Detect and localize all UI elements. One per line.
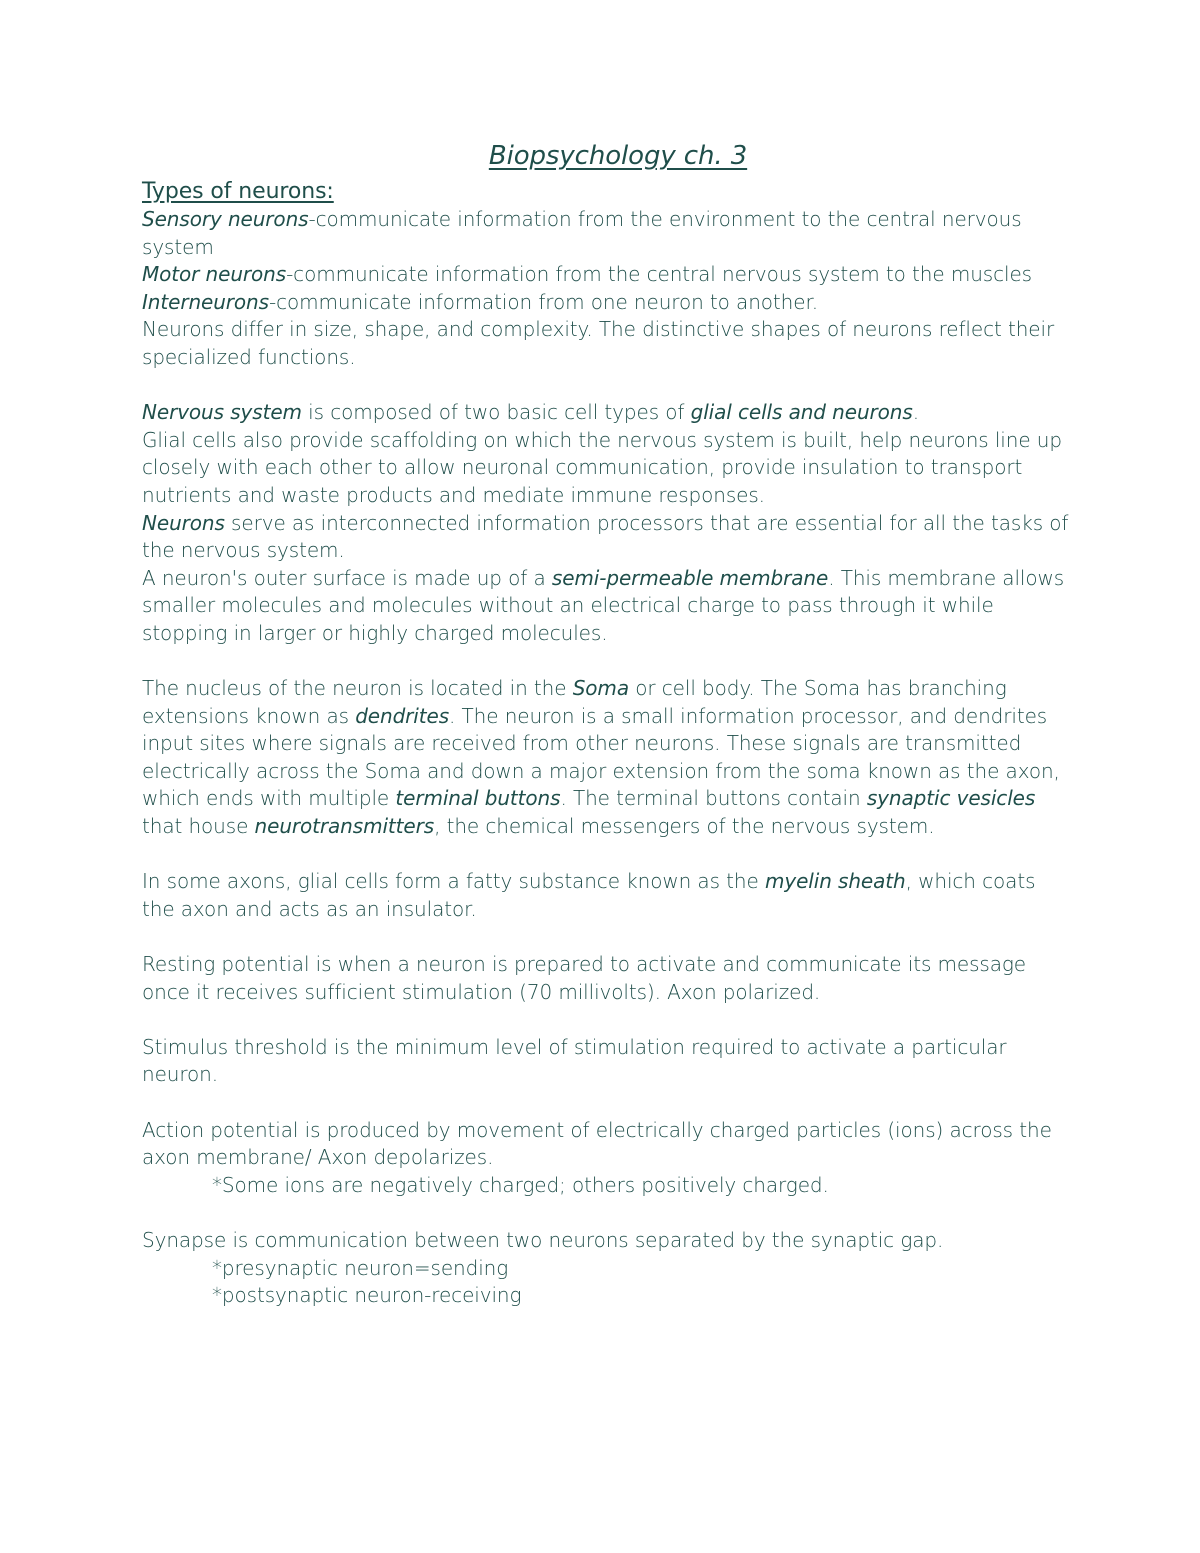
term: dendrites (355, 703, 450, 728)
paragraph-soma (142, 675, 1072, 841)
paragraph-resting-potential: Resting potential is when a neuron is prepared to activate and communicate its message once it receives sufficient stimulation (70 millivolts). Axon polarized. (142, 952, 1027, 1004)
text: A neuron's outer surface is made up of a (142, 565, 552, 590)
definition: -communicate information from one neuron to another. (268, 289, 818, 314)
term: Sensory neurons (142, 207, 309, 231)
neuron-type-motor (142, 261, 1072, 289)
paragraph-action-potential: Action potential is produced by movement of electrically charged particles (ions) across the axon membrane/ Axon depolarizes. (142, 1117, 1052, 1170)
definition: -communicate information from the environment to the central nervous system (142, 207, 1022, 259)
term: Neurons (142, 510, 225, 535)
term: Motor neurons (142, 262, 287, 287)
paragraph-stimulus-threshold: Stimulus threshold is the minimum level of stimulation required to activate a particular neuron. (142, 1034, 1007, 1087)
paragraph-synapse: Synapse is communication between two neurons separated by the synaptic gap. (142, 1227, 944, 1252)
paragraph-glial-cells: Glial cells also provide scaffolding on which the nervous system is built, help neurons line up closely with each other to allow neuronal communication, provide insulation to transport nutrients and waste products and mediate immune responses. (142, 427, 1062, 507)
term: myelin sheath (764, 869, 906, 894)
text: In some axons, glial cells form a fatty substance known as the (142, 869, 765, 894)
note-ions: *Some ions are negatively charged; others positively charged. (212, 1172, 829, 1197)
section-heading: Types of neurons: (142, 179, 334, 204)
text: . The neuron is a small information processor, and dendrites input sites where signals are received from other neurons. These signals are transmitted electrically across the Soma and down a major extension from the soma known as the axon, which ends with multiple (142, 703, 1060, 811)
text: The nucleus of the neuron is located in the (142, 676, 573, 701)
paragraph-neurons-differ: Neurons differ in size, shape, and complexity. The distinctive shapes of neurons reflect their specialized functions. (142, 317, 1055, 369)
text: . (912, 400, 919, 425)
text: or cell body. The Soma has branching extensions known as (142, 676, 1007, 728)
text: serve as interconnected information processors that are essential for all the tasks of the nervous system. (142, 510, 1069, 563)
spacer (142, 841, 1072, 869)
term: glial cells and neurons (690, 400, 913, 425)
spacer (142, 372, 1072, 400)
spacer (142, 648, 1072, 676)
term: Soma (572, 676, 629, 701)
document-page (142, 138, 1072, 1310)
spacer (142, 1006, 1072, 1034)
note-presynaptic: *presynaptic neuron=sending (212, 1255, 509, 1280)
term: Interneurons (142, 289, 269, 314)
term: semi-permeable membrane (551, 565, 829, 590)
text: . The terminal buttons contain (560, 786, 867, 811)
term: terminal buttons (395, 786, 561, 811)
text: that house (142, 814, 255, 839)
term: synaptic vesicles (866, 786, 1036, 811)
term: neurotransmitters (254, 814, 435, 839)
definition: -communicate information from the central nervous system to the muscles (286, 262, 1032, 287)
text: is composed of two basic cell types of (301, 400, 691, 425)
paragraph-nervous-system (142, 399, 1072, 427)
paragraph-membrane (142, 565, 1072, 648)
paragraph-neurons (142, 510, 1072, 565)
spacer (142, 923, 1072, 951)
page-title: Biopsychology ch. 3 (488, 141, 748, 171)
neuron-type-inter (142, 289, 1072, 317)
text: , the chemical messengers of the nervous system. (434, 814, 935, 839)
text: . This membrane allows smaller molecules and molecules without an electrical charge to pass through it while stopping in larger or highly charged molecules. (142, 565, 1065, 645)
term: Nervous system (142, 400, 302, 425)
paragraph-myelin (142, 868, 1072, 923)
note-postsynaptic: *postsynaptic neuron-receiving (212, 1283, 522, 1308)
spacer (142, 1089, 1072, 1117)
text: , which coats the axon and acts as an insulator. (142, 869, 1036, 921)
neuron-type-sensory (142, 206, 1072, 261)
spacer (142, 1199, 1072, 1227)
